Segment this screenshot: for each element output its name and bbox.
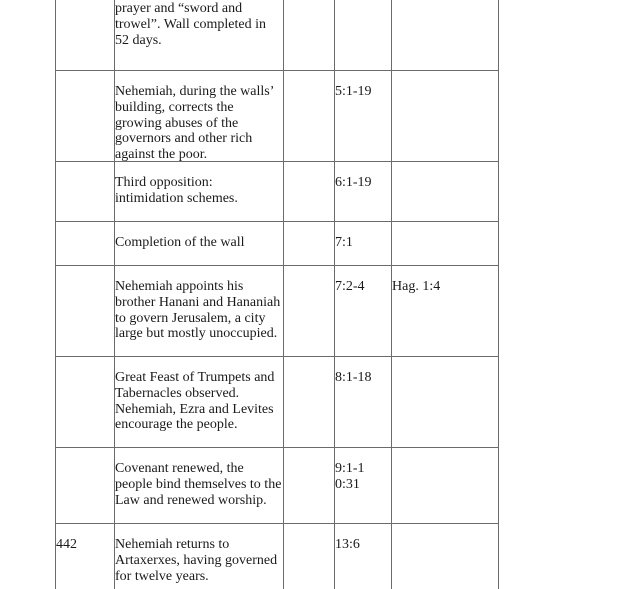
reference-cell: 5:1-19	[335, 84, 372, 99]
reference-cell: 7:2-4	[335, 279, 365, 294]
event-cell: prayer and “sword and trowel”. Wall completed in 52 days.	[115, 1, 267, 48]
column-divider	[55, 0, 56, 589]
event-cell: Completion of the wall	[115, 235, 245, 250]
event-cell: Third opposition: intimidation schemes.	[115, 175, 238, 206]
row-divider	[55, 447, 499, 448]
reference-cell: 6:1-19	[335, 175, 372, 190]
reference-cell: 7:1	[335, 235, 353, 250]
event-cell: Nehemiah, during the walls’ building, corrects the growing abuses of the governors and other rich against the poor.	[115, 84, 274, 163]
cross-reference-cell: Hag. 1:4	[392, 279, 441, 294]
reference-cell: 9:1-10:31	[335, 461, 365, 492]
event-cell: Covenant renewed, the people bind themselves to the Law and renewed worship.	[115, 461, 282, 508]
row-divider	[55, 70, 499, 71]
row-divider	[55, 356, 499, 357]
row-divider	[55, 523, 499, 524]
column-divider	[498, 0, 499, 589]
row-divider	[55, 265, 499, 266]
year-cell: 442	[56, 537, 77, 552]
event-cell: Nehemiah returns to Artaxerxes, having governed for twelve years.	[115, 537, 278, 584]
reference-cell: 13:6	[335, 537, 360, 552]
event-cell: Nehemiah appoints his brother Hanani and Hananiah to govern Jerusalem, a city large but mostly unoccupied.	[115, 279, 281, 342]
reference-cell: 8:1-18	[335, 370, 372, 385]
row-divider	[55, 221, 499, 222]
event-cell: Great Feast of Trumpets and Tabernacles observed. Nehemiah, Ezra and Levites encourage the people.	[115, 370, 275, 433]
